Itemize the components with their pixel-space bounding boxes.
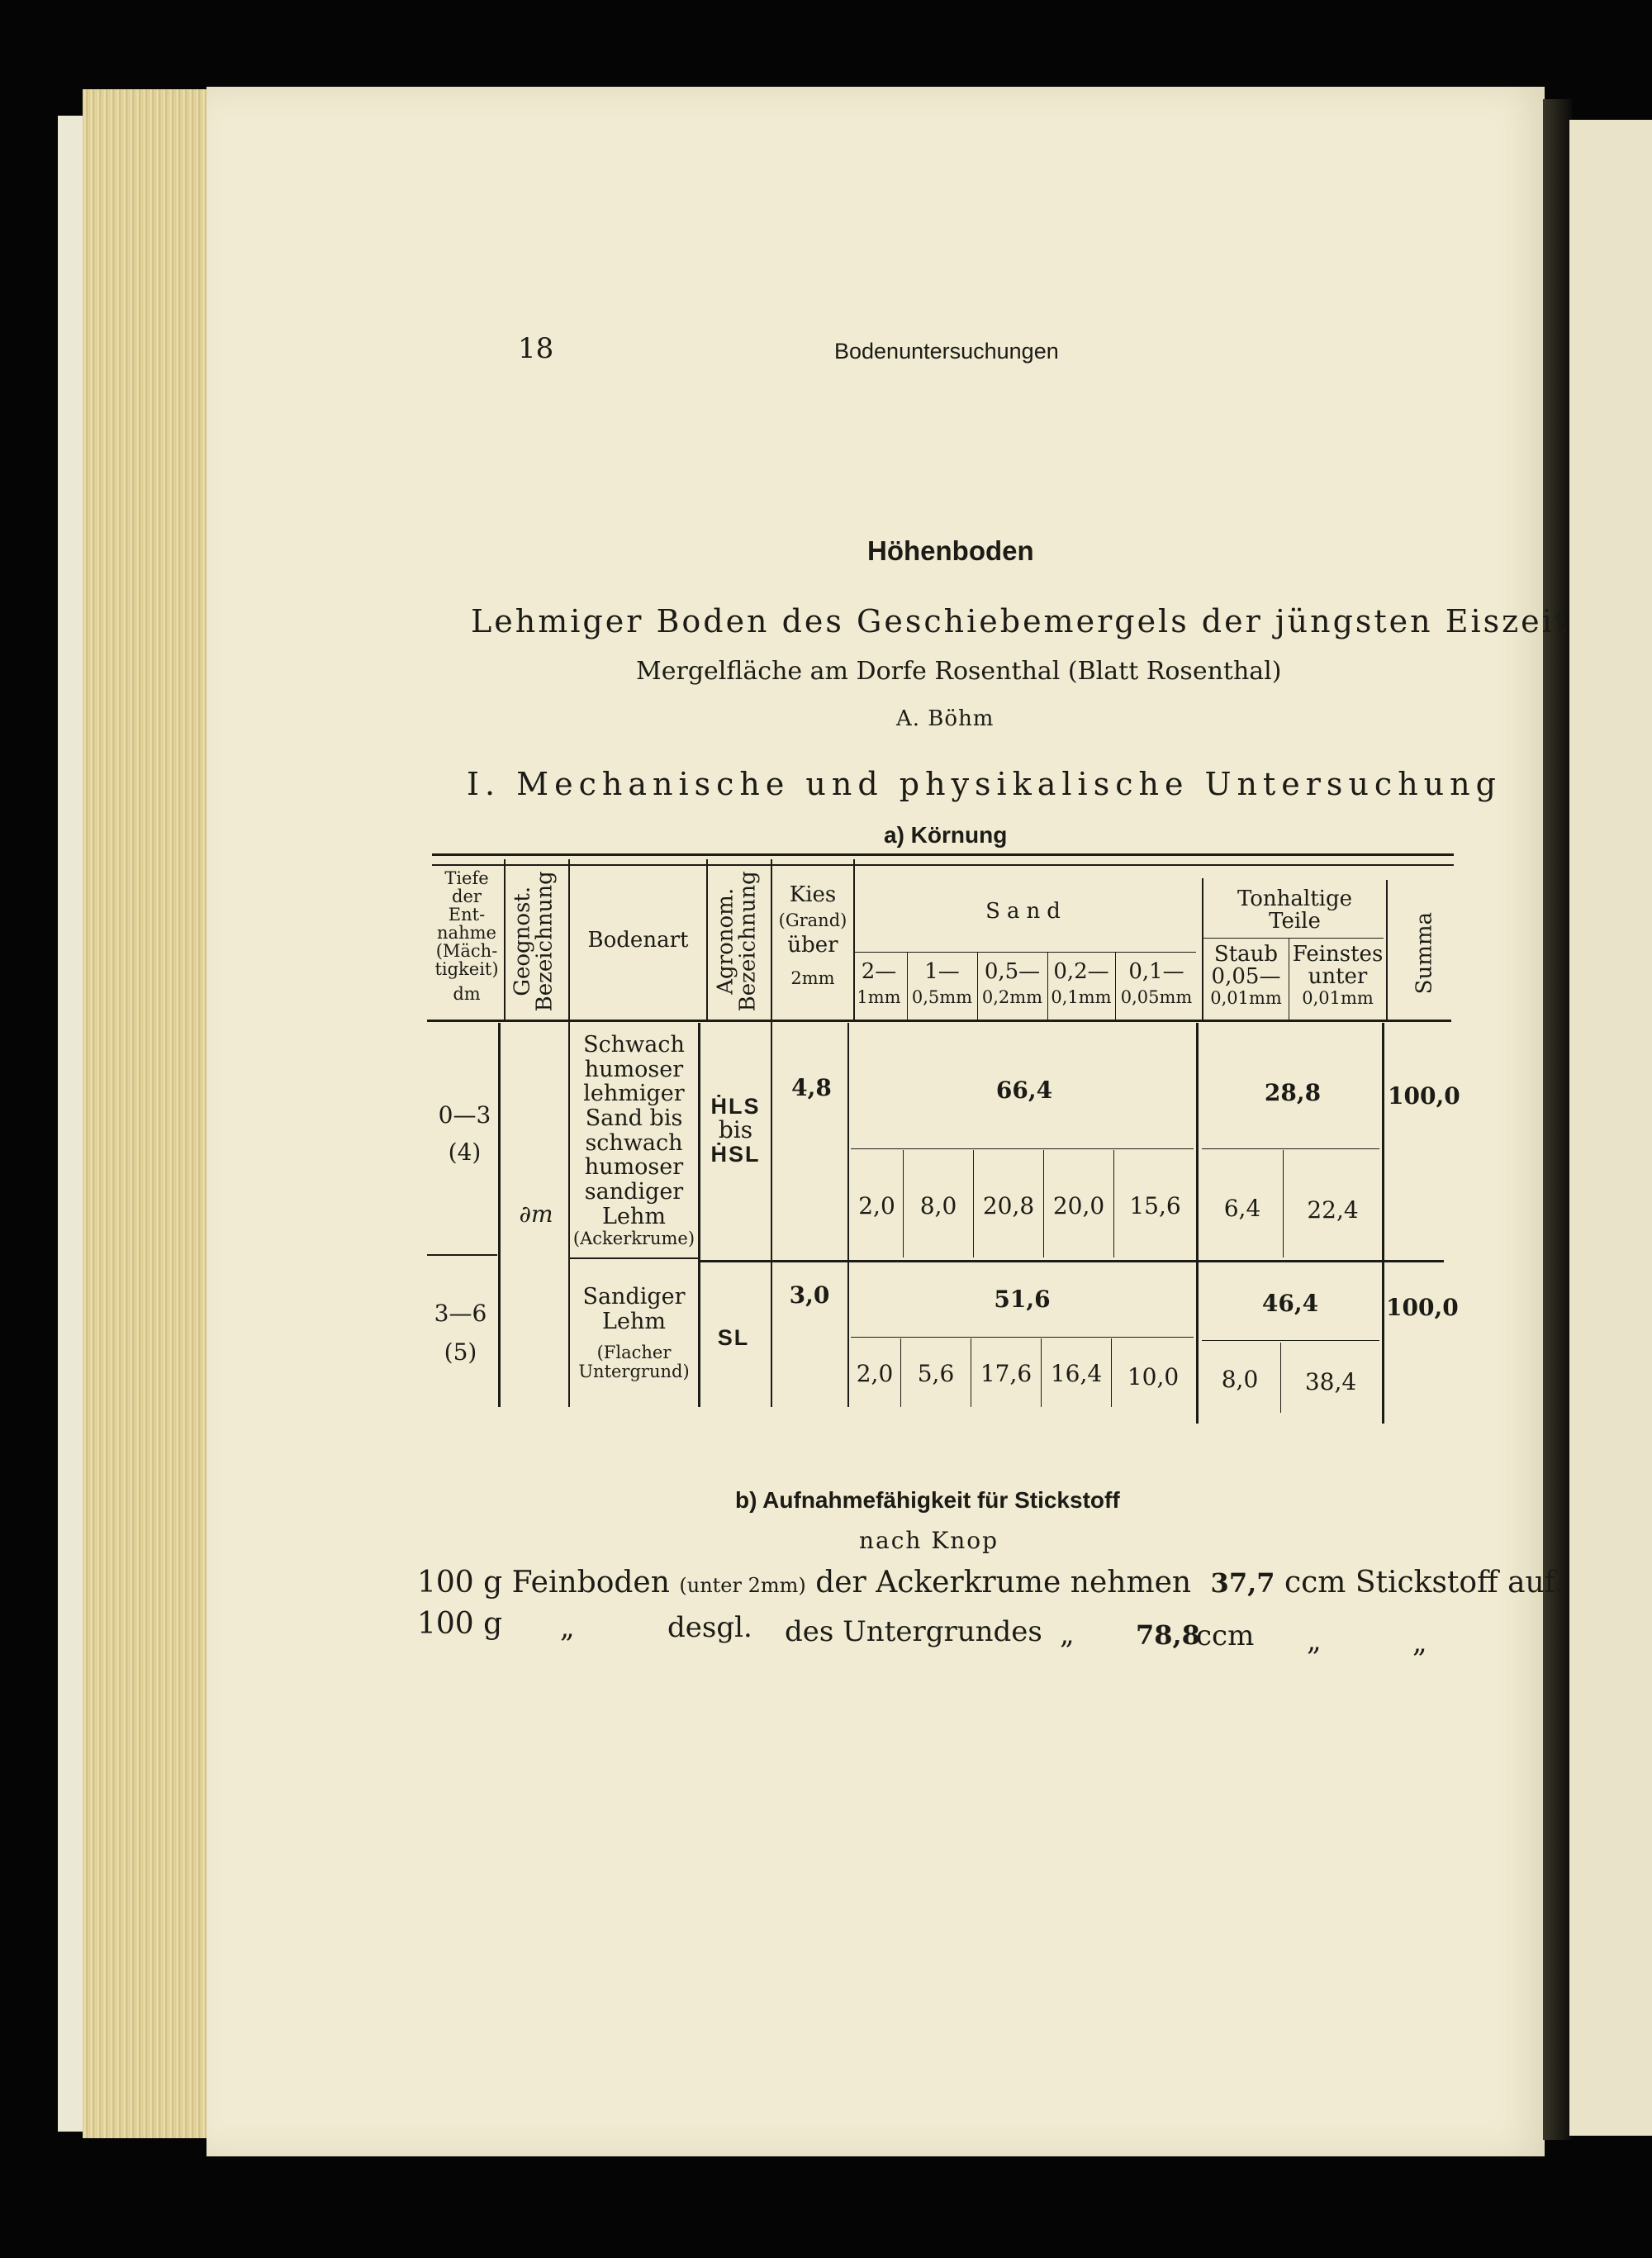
bodenart-line: Untergrund): [578, 1362, 690, 1382]
method-note: nach Knop: [859, 1527, 999, 1554]
header-sand-fraction-unit: 0,5mm: [911, 987, 973, 1008]
sand-header-rule: [853, 952, 1196, 953]
line1-part-d: ccm Stickstoff auf.: [1284, 1566, 1564, 1600]
header-sand-fraction-value: 1—: [924, 959, 960, 984]
row2-bodenart: [570, 1285, 698, 1382]
agronom-line: ḢSL: [710, 1141, 761, 1167]
vrule-3: [706, 859, 708, 1020]
line2-part-c: des Untergrundes: [785, 1615, 1042, 1648]
table-top-rule-2: [432, 864, 1454, 866]
row1-sand-2: 8,0: [919, 1192, 957, 1219]
row1-sand-total: 66,4: [995, 1077, 1053, 1104]
header-geognost-line: Bezeichnung: [533, 871, 558, 1012]
line1-value: 37,7: [1210, 1567, 1275, 1599]
header-feinstes: [1289, 944, 1386, 1007]
line1-part-c: der Ackerkrume nehmen: [815, 1566, 1192, 1600]
header-tonhaltige-line: Teile: [1269, 909, 1321, 934]
row-divider-depth: [427, 1254, 497, 1256]
header-feinstes-line: Feinstes: [1292, 942, 1384, 967]
header-kies-line: über: [787, 933, 838, 958]
bodenart-line: schwach: [585, 1129, 683, 1156]
row-divider-values: [700, 1260, 1444, 1262]
row1-ton-subrule: [1202, 1148, 1379, 1149]
header-tonhaltige-line: Tonhaltige: [1237, 887, 1353, 911]
row2-agronom: SL: [717, 1325, 750, 1350]
line2-ditto-1: „: [560, 1611, 575, 1644]
header-agronom-line: Agronom.: [713, 887, 738, 995]
header-feinstes-line: 0,01mm: [1302, 987, 1374, 1008]
header-kies-line: 2mm: [790, 967, 835, 988]
bodenart-line: humoser: [584, 1154, 684, 1181]
bodenart-line: (Ackerkrume): [572, 1228, 695, 1248]
bodenart-line: sandiger: [584, 1179, 684, 1205]
row-divider-bodenart: [570, 1257, 698, 1259]
header-agronom: [715, 863, 761, 1020]
row1-sand-1: 2,0: [858, 1192, 895, 1219]
header-sand-fraction-5: [1115, 961, 1198, 1006]
row1-sand-3: 20,8: [982, 1192, 1035, 1219]
vrule-1b: [498, 1023, 501, 1407]
geognost-symbol: ∂m: [519, 1200, 553, 1228]
header-summa: Summa: [1412, 911, 1437, 995]
line2-part-a: 100 g: [417, 1607, 503, 1641]
bodenart-line: Schwach: [583, 1032, 685, 1058]
bodenart-line: Lehm: [602, 1308, 666, 1334]
row1-kies: 4,8: [791, 1074, 832, 1101]
line2-ditto-4: „: [1412, 1626, 1427, 1659]
header-sand: Sand: [985, 899, 1067, 924]
row2-staub: 8,0: [1221, 1366, 1259, 1393]
header-sand-fraction-unit: 1mm: [857, 987, 901, 1008]
row2-ton-subrule: [1202, 1340, 1379, 1341]
row1-feinstes: 22,4: [1307, 1196, 1359, 1224]
ton-header-rule: [1202, 938, 1384, 939]
header-staub: [1203, 944, 1289, 1007]
vrule-7: [1386, 880, 1388, 1020]
header-tiefe: [430, 869, 504, 1003]
header-staub-line: 0,05—: [1211, 964, 1281, 990]
running-head: Bodenuntersuchungen: [834, 339, 1059, 364]
header-staub-line: Staub: [1213, 942, 1279, 967]
header-tiefe-line: Tiefe: [444, 868, 489, 888]
header-sand-fraction-value: 2—: [861, 959, 897, 984]
bodenart-line: humoser: [584, 1056, 684, 1082]
header-tiefe-line: der: [452, 887, 482, 907]
header-agronom-line: Bezeichnung: [736, 871, 761, 1012]
author: A. Böhm: [896, 706, 995, 731]
agronom-line: bis: [718, 1116, 753, 1144]
header-geognost-line: Geognost.: [510, 886, 535, 996]
bodenart-line: Lehm: [602, 1203, 666, 1229]
line2-part-b: desgl.: [667, 1611, 752, 1644]
row1-ton-total: 28,8: [1264, 1079, 1322, 1106]
header-sand-fraction-value: 0,2—: [1053, 959, 1109, 984]
header-sand-fraction-4: [1047, 961, 1115, 1006]
header-sand-fraction-value: 0,5—: [984, 959, 1041, 984]
subtitle: Lehmiger Boden des Geschiebemergels der jüngsten Eiszeit: [471, 603, 1570, 639]
line1-part-b: (unter 2mm): [679, 1574, 806, 1597]
header-kies-line: (Grand): [778, 910, 847, 931]
book-page: [206, 87, 1545, 2156]
row1-bodenart: [570, 1033, 698, 1248]
bodenart-line: Sandiger: [582, 1284, 686, 1310]
table-top-rule: [432, 853, 1454, 856]
location-line: Mergelfläche am Dorfe Rosenthal (Blatt Rosenthal): [636, 657, 1282, 686]
bodenart-line: lehmiger: [583, 1081, 685, 1107]
row2-depth: 3—6: [434, 1300, 487, 1327]
row2-sand-total: 51,6: [994, 1286, 1051, 1313]
row2-sand-5: 10,0: [1127, 1363, 1180, 1390]
row1-agronom: [700, 1095, 771, 1166]
header-sand-fraction-unit: 0,05mm: [1120, 987, 1193, 1008]
row2-sand-1: 2,0: [856, 1360, 894, 1387]
bodenart-line: (Flacher: [596, 1343, 672, 1363]
header-tonhaltige: [1203, 888, 1386, 934]
subsection-a-title: a) Körnung: [884, 822, 1008, 848]
header-sand-fraction-value: 0,1—: [1128, 959, 1184, 984]
row2-summa: 100,0: [1386, 1294, 1459, 1321]
row1-summa: 100,0: [1388, 1082, 1460, 1110]
header-tiefe-line: nahme: [437, 923, 496, 944]
row1-staub: 6,4: [1223, 1195, 1261, 1222]
header-sand-fraction-3: [977, 961, 1047, 1006]
part-title: I. Mechanische und physikalische Untersuchung: [467, 766, 1502, 802]
row1-depth: 0—3: [438, 1101, 491, 1129]
vrule-1: [504, 859, 506, 1020]
line2-part-d: ccm: [1196, 1619, 1255, 1652]
header-tiefe-line: Ent-: [448, 905, 486, 925]
header-bodenart: Bodenart: [587, 928, 689, 953]
row1-sand-5: 15,6: [1129, 1192, 1181, 1219]
header-staub-line: 0,01mm: [1210, 987, 1282, 1008]
row2-sand-subrule: [851, 1337, 1194, 1338]
row1-thickness: (4): [448, 1139, 482, 1166]
line2-value: 78,8: [1136, 1619, 1200, 1651]
right-page-edge: [1569, 120, 1652, 2136]
agronom-line: ḢLS: [710, 1094, 761, 1119]
row2-ton-total: 46,4: [1261, 1290, 1319, 1317]
row2-thickness: (5): [444, 1338, 477, 1366]
header-tiefe-line: tigkeit): [434, 959, 499, 980]
header-feinstes-line: unter: [1308, 964, 1368, 990]
book-gutter: [1543, 99, 1572, 2140]
header-sand-fraction-1: [851, 961, 907, 1006]
header-tiefe-line: (Mäch-: [435, 941, 498, 962]
line1-part-a: 100 g Feinboden: [417, 1566, 670, 1600]
header-kies-line: Kies: [789, 882, 837, 907]
header-sand-fraction-unit: 0,2mm: [981, 987, 1043, 1008]
row1-sand-subrule: [851, 1148, 1194, 1149]
row2-sand-3: 17,6: [980, 1360, 1032, 1387]
nitrogen-line-1: [417, 1566, 1564, 1600]
row1-sand-4: 20,0: [1052, 1192, 1105, 1219]
header-bottom-rule: [427, 1020, 1451, 1022]
page-number: 18: [518, 332, 554, 365]
header-kies: [772, 884, 853, 987]
subsection-b-title: b) Aufnahmefähigkeit für Stickstoff: [735, 1487, 1120, 1513]
header-sand-fraction-unit: 0,1mm: [1051, 987, 1112, 1008]
section-title: Höhenboden: [867, 535, 1034, 566]
line2-ditto-3: „: [1307, 1624, 1322, 1657]
page-stack-edges: [83, 89, 215, 2138]
row2-kies: 3,0: [789, 1281, 830, 1309]
header-geognost: [512, 863, 558, 1020]
row2-sand-2: 5,6: [917, 1360, 955, 1387]
header-tiefe-line: dm: [453, 984, 481, 1005]
row2-feinstes: 38,4: [1304, 1368, 1357, 1395]
line2-ditto-2: „: [1060, 1618, 1075, 1651]
row2-sand-4: 16,4: [1050, 1360, 1103, 1387]
bodenart-line: Sand bis: [585, 1105, 683, 1132]
header-sand-fraction-2: [907, 961, 977, 1006]
